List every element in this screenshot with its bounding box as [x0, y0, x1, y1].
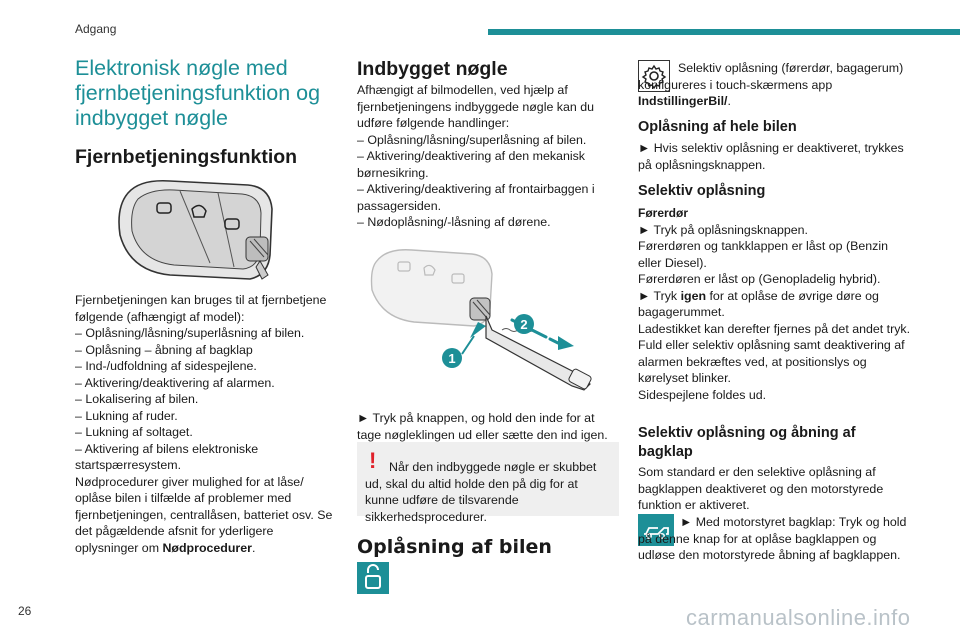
tailgate-default-text: Som standard er den selektive oplåsning af bagklappen deaktiveret og den motorstyrede funktion er aktiveret. — [638, 465, 884, 512]
integrated-key-item: – Nødoplåsning/-låsning af dørene. — [357, 215, 551, 229]
emergency-note: Nødprocedurer giver mulighed for at låse/ oplåse bilen i tilfælde af problemer med fjernbetjeningen, centrallåsen, batteriet osv. Se det pågældende afsnit for yderligere oplysninger om Nødprocedurer. — [75, 474, 333, 555]
page-number: 26 — [18, 604, 32, 618]
remote-functions-text — [75, 292, 333, 556]
subheading-driver-door: Førerdør — [638, 206, 689, 220]
unlock-icon — [357, 562, 389, 594]
section-header: Adgang — [75, 22, 117, 36]
integrated-key-intro: Afhængigt af bilmodellen, ved hjælp af fjernbetjeningens indbyggede nøgle kan du udføre følgende handlinger: — [357, 83, 594, 130]
full-unlock-text: ► Hvis selektiv oplåsning er deaktiveret, trykkes på oplåsningsknappen. — [638, 141, 904, 172]
callout-2-label: 2 — [520, 317, 528, 332]
callout-1-label: 1 — [448, 351, 456, 366]
page-title: Elektronisk nøgle med fjernbetjeningsfunktion og indbygget nøgle — [75, 56, 321, 130]
selective-line: Ladestikket kan derefter fjernes på det andet tryk. — [638, 321, 911, 336]
selective-unlock-text — [638, 205, 912, 403]
integrated-key-item: – Aktivering/deaktivering af frontairbaggen i passagersiden. — [357, 182, 595, 213]
header-accent-bar — [488, 29, 960, 35]
integrated-key-illustration — [362, 238, 612, 398]
heading-remote: Fjernbetjeningsfunktion — [75, 146, 298, 168]
remote-item: – Lokalisering af bilen. — [75, 392, 199, 406]
motor-tailgate-text: ► Med motorstyret bagklap: Tryk og hold på denne knap for at oplåse bagklappen og udløse den motorstyrede åbning af bagklappen. — [638, 515, 907, 562]
heading-full-unlock: Oplåsning af hele bilen — [638, 119, 797, 135]
selective-line: ► Tryk på oplåsningsknappen. — [638, 222, 809, 237]
selective-line: Sidespejlene foldes ud. — [638, 387, 767, 402]
heading-selective-unlock: Selektiv oplåsning — [638, 183, 766, 199]
integrated-key-text — [357, 82, 619, 231]
warning-box — [357, 442, 619, 524]
heading-tailgate: Selektiv oplåsning og åbning af bagklap — [638, 425, 856, 460]
remote-item: – Lukning af soltaget. — [75, 425, 193, 439]
key-blade-instruction: ► Tryk på knappen, og hold den inde for at tage nøgleklingen ud eller sætte den ind igen. — [357, 411, 608, 442]
warning-text: Når den indbyggede nøgle er skubbet ud, skal du altid holde den på dig for at kunne udføre de tilsvarende sikkerhedsprocedurer. — [365, 460, 597, 524]
remote-item: – Aktivering af bilens elektroniske startspærresystem. — [75, 441, 259, 472]
remote-key-illustration — [110, 175, 285, 287]
remote-item: – Lukning af ruder. — [75, 408, 178, 423]
heading-integrated-key: Indbygget nøgle — [357, 58, 508, 80]
selective-line: Førerdøren er låst op (Genopladelig hybrid). — [638, 272, 881, 286]
remote-intro: Fjernbetjeningen kan bruges til at fjernbetjene følgende (afhængigt af model): — [75, 293, 327, 324]
remote-item: – Oplåsning – åbning af bagklap — [75, 342, 253, 357]
emergency-link[interactable]: Nødprocedurer — [162, 540, 252, 555]
remote-item: – Aktivering/deaktivering af alarmen. — [75, 375, 275, 390]
selective-line-again: ► Tryk igen for at oplåse de øvrige døre og bagagerummet. — [638, 288, 879, 319]
remote-item: – Oplåsning/låsning/superlåsning af bilen. — [75, 326, 305, 340]
selective-config-text: Selektiv oplåsning (førerdør, bagagerum) konfigureres i touch-skærmens app IndstillingerBil/. — [638, 61, 904, 108]
warning-icon: ! — [369, 448, 377, 473]
selective-line: Førerdøren og tankklappen er låst op (Benzin eller Diesel). — [638, 239, 889, 270]
remote-item: – Ind-/udfoldning af sidespejlene. — [75, 359, 257, 373]
watermark: carmanualsonline.info — [686, 605, 911, 630]
heading-unlocking: Oplåsning af bilen — [357, 536, 552, 558]
app-name: IndstillingerBil/ — [638, 94, 728, 108]
integrated-key-item: – Aktivering/deaktivering af den mekanisk børnesikring. — [357, 149, 585, 180]
integrated-key-item: – Oplåsning/låsning/superlåsning af bilen. — [357, 132, 587, 147]
selective-line: Fuld eller selektiv oplåsning samt deaktivering af alarmen bekræftes ved, at positionslys og kørelyset blinker. — [638, 338, 905, 385]
